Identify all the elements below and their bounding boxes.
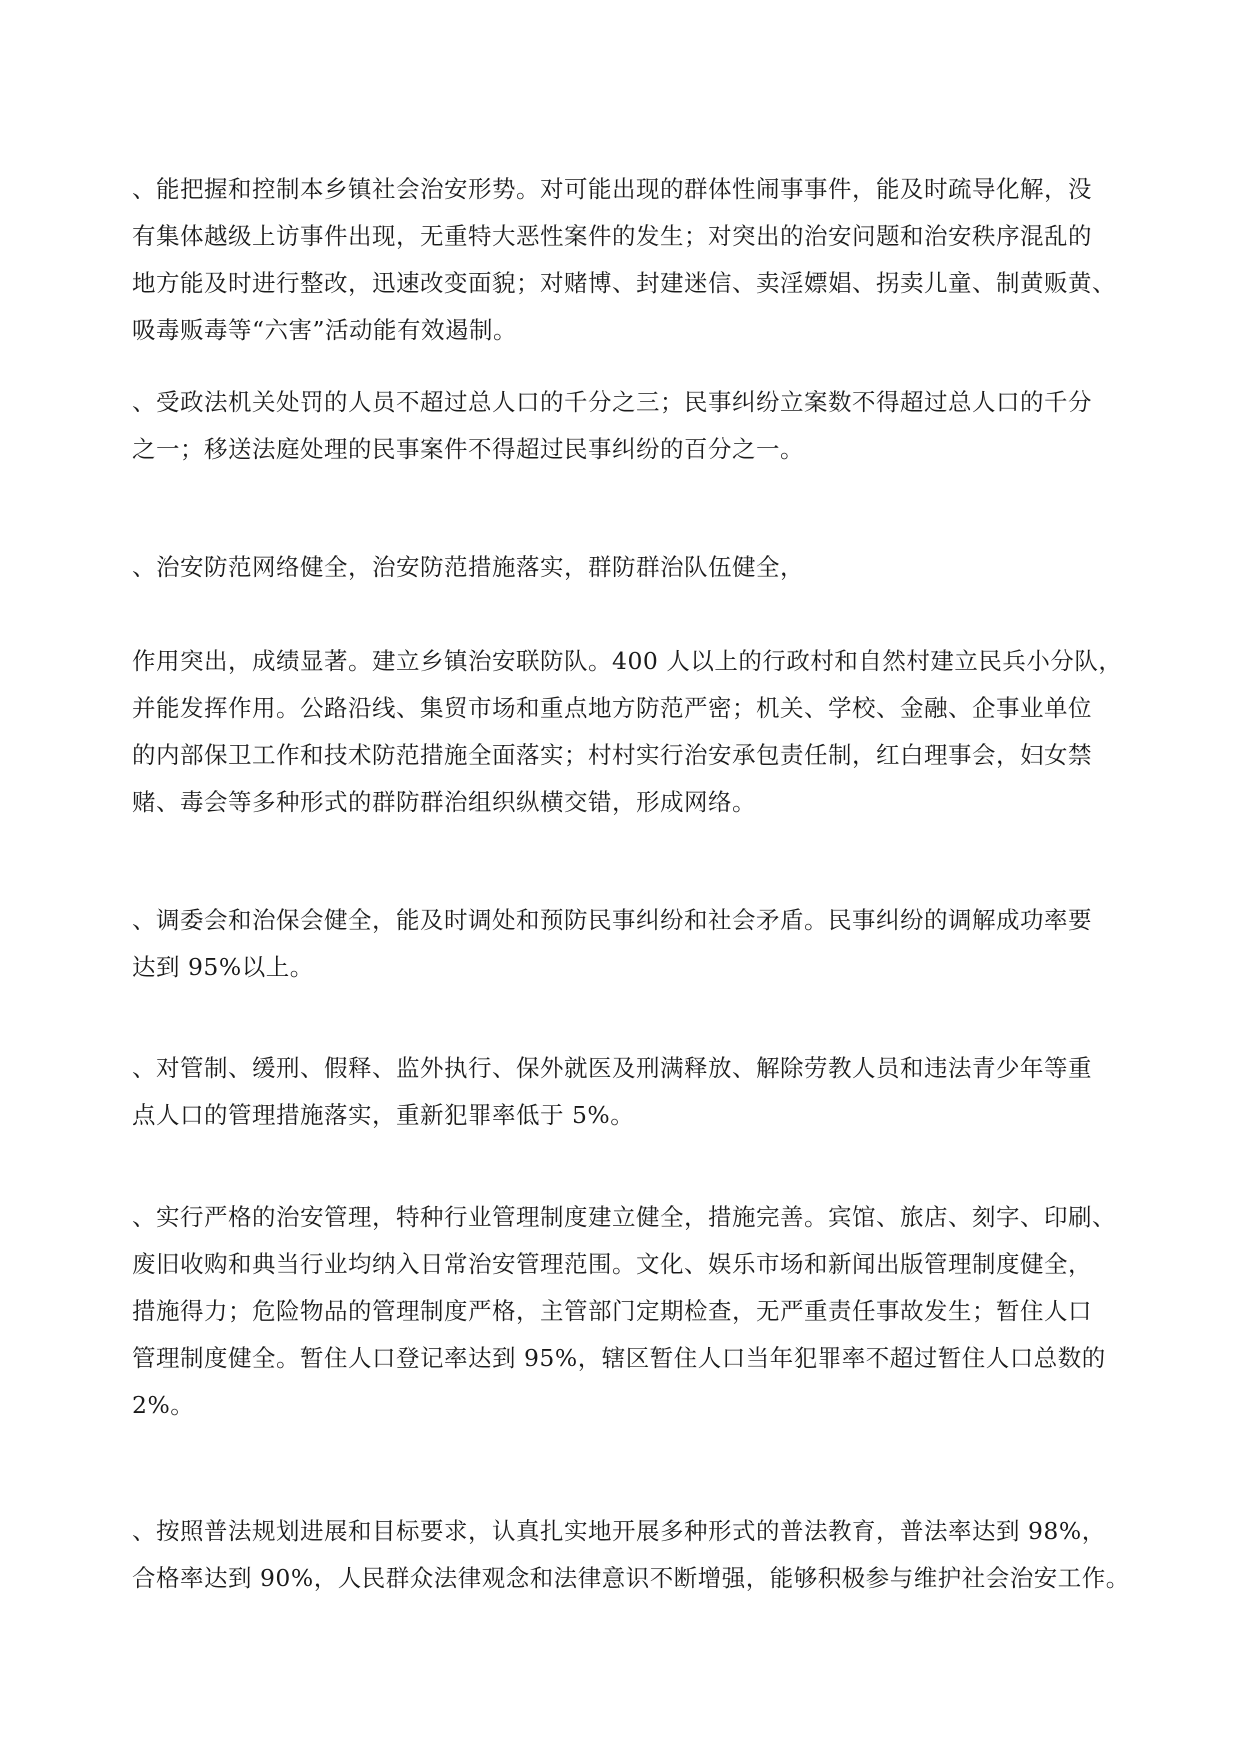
text-line: 、能把握和控制本乡镇社会治安形势。对可能出现的群体性闹事事件，能及时疏导化解，没	[132, 175, 1092, 203]
text-line: 、对管制、缓刑、假释、监外执行、保外就医及刑满释放、解除劳教人员和违法青少年等重	[132, 1054, 1092, 1082]
text-line: 作用突出，成绩显著。建立乡镇治安联防队。400 人以上的行政村和自然村建立民兵小分队，	[132, 647, 1123, 675]
text-line: 有集体越级上访事件出现，无重特大恶性案件的发生；对突出的治安问题和治安秩序混乱的	[132, 222, 1092, 250]
text-line: 之一；移送法庭处理的民事案件不得超过民事纠纷的百分之一。	[132, 435, 804, 463]
text-line: 地方能及时进行整改，迅速改变面貌；对赌博、封建迷信、卖淫嫖娼、拐卖儿童、制黄贩黄、	[132, 269, 1116, 297]
text-line: 管理制度健全。暂住人口登记率达到 95%，辖区暂住人口当年犯罪率不超过暂住人口总数的	[132, 1344, 1106, 1372]
text-line: 合格率达到 90%，人民群众法律观念和法律意识不断增强，能够积极参与维护社会治安工作。	[132, 1564, 1130, 1592]
text-line: 点人口的管理措施落实，重新犯罪率低于 5%。	[132, 1101, 635, 1129]
text-line: 、治安防范网络健全，治安防范措施落实，群防群治队伍健全，	[132, 553, 804, 581]
paragraph-legal-education	[132, 1508, 1130, 1602]
text-line: 并能发挥作用。公路沿线、集贸市场和重点地方防范严密；机关、学校、金融、企事业单位	[132, 694, 1092, 722]
text-line: 、调委会和治保会健全，能及时调处和预防民事纠纷和社会矛盾。民事纠纷的调解成功率要	[132, 906, 1092, 934]
text-line: 的内部保卫工作和技术防范措施全面落实；村村实行治安承包责任制，红白理事会，妇女禁	[132, 741, 1092, 769]
paragraph-joint-defense	[132, 638, 1123, 826]
paragraph-key-population	[132, 1045, 1112, 1139]
paragraph-security-network	[132, 544, 1112, 591]
paragraph-mediation-committee	[132, 897, 1112, 991]
text-line: 2%。	[132, 1391, 195, 1419]
text-line: 、实行严格的治安管理，特种行业管理制度建立健全，措施完善。宾馆、旅店、刻字、印刷、	[132, 1203, 1116, 1231]
text-line: 、受政法机关处罚的人员不超过总人口的千分之三；民事纠纷立案数不得超过总人口的千分	[132, 388, 1092, 416]
text-line: 、按照普法规划进展和目标要求，认真扎实地开展多种形式的普法教育，普法率达到 98%，	[132, 1517, 1106, 1545]
text-line: 赌、毒会等多种形式的群防群治组织纵横交错，形成网络。	[132, 788, 756, 816]
text-line: 废旧收购和典当行业均纳入日常治安管理范围。文化、娱乐市场和新闻出版管理制度健全，	[132, 1250, 1092, 1278]
paragraph-public-security-situation	[132, 166, 1116, 354]
text-line: 吸毒贩毒等“六害”活动能有效遏制。	[132, 316, 518, 344]
paragraph-penalty-ratio	[132, 379, 1112, 473]
text-line: 达到 95%以上。	[132, 953, 314, 981]
text-line: 措施得力；危险物品的管理制度严格，主管部门定期检查，无严重责任事故发生；暂住人口	[132, 1297, 1092, 1325]
paragraph-security-management	[132, 1194, 1116, 1429]
